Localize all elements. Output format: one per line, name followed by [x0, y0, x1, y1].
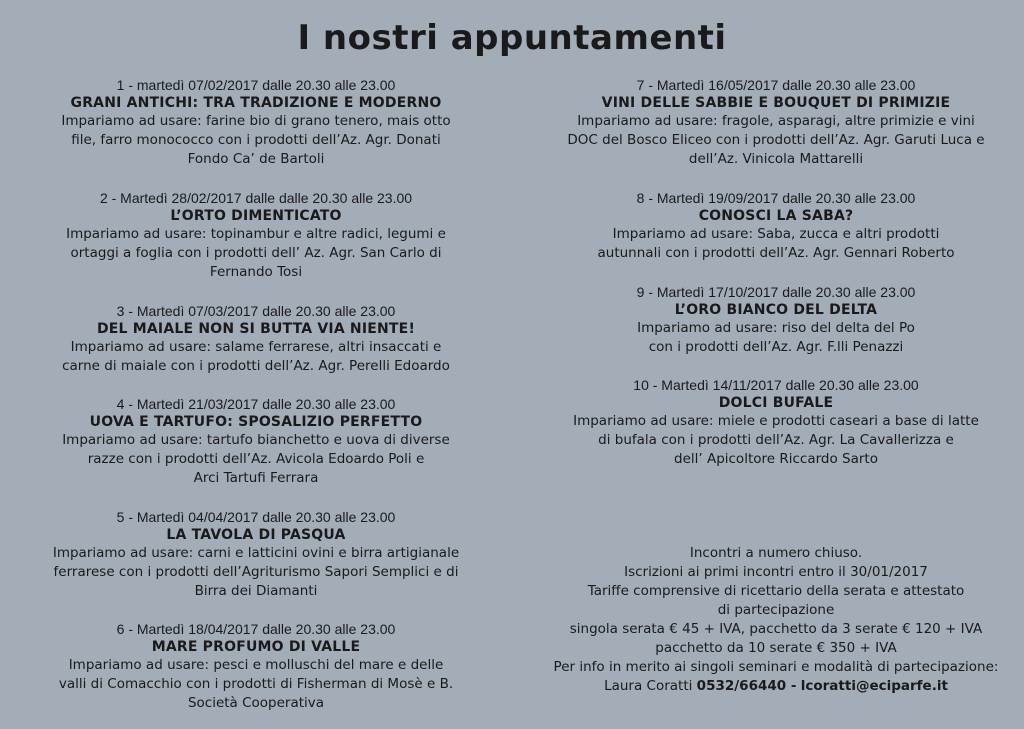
info-line: Per info in merito ai singoli seminari e modalità di partecipazione:	[553, 659, 999, 675]
event-title: L’ORTO DIMENTICATO	[170, 208, 342, 224]
event-date: 9 - Martedì 17/10/2017 dalle 20.30 alle 23.00	[636, 284, 916, 300]
info-line: di partecipazione	[717, 602, 835, 618]
event-1	[6, 76, 506, 169]
event-description	[6, 656, 506, 713]
event-description	[526, 412, 1024, 469]
contact-line	[526, 677, 1024, 696]
description-line: valli di Comacchio con i prodotti di Fisherman di Mosè e B.	[58, 676, 454, 692]
description-line: Impariamo ad usare: Saba, zucca e altri prodotti	[612, 226, 940, 242]
event-description	[526, 319, 1024, 357]
page-title: I nostri appuntamenti	[297, 18, 727, 58]
event-description	[526, 112, 1024, 169]
event-title: LA TAVOLA DI PASQUA	[166, 527, 346, 543]
event-date: 6 - Martedì 18/04/2017 dalle 20.30 alle 23.00	[116, 621, 396, 637]
description-line: dell’ Apicoltore Riccardo Sarto	[674, 451, 878, 467]
description-line: Arci Tartufi Ferrara	[193, 470, 319, 486]
description-line: Impariamo ad usare: miele e prodotti caseari a base di latte	[573, 413, 979, 429]
description-line: Fondo Ca’ de Bartoli	[187, 151, 325, 167]
event-date: 5 - Martedì 04/04/2017 dalle 20.30 alle 23.00	[116, 509, 396, 525]
description-line: Impariamo ad usare: salame ferrarese, altri insaccati e	[70, 339, 442, 355]
description-line: Impariamo ad usare: pesci e molluschi del mare e delle	[68, 657, 444, 673]
description-line: carne di maiale con i prodotti dell’Az. Agr. Perelli Edoardo	[62, 358, 450, 374]
info-line: Tariffe comprensive di ricettario della serata e attestato	[587, 583, 965, 599]
description-line: Impariamo ad usare: carni e latticini ovini e birra artigianale	[52, 545, 460, 561]
description-line: file, farro monococco con i prodotti dell’Az. Agr. Donati	[71, 132, 441, 148]
description-line: con i prodotti dell’Az. Agr. F.lli Penazzi	[648, 339, 904, 355]
event-date: 4 - Martedì 21/03/2017 dalle 20.30 alle 23.00	[116, 396, 396, 412]
event-description	[6, 431, 506, 488]
event-10	[526, 376, 1024, 469]
event-title: DEL MAIALE NON SI BUTTA VIA NIENTE!	[96, 321, 416, 337]
event-date: 2 - Martedì 28/02/2017 dalle dalle 20.30 alle 23.00	[99, 190, 413, 206]
description-line: Fernando Tosi	[209, 264, 303, 280]
info-block	[526, 544, 1024, 696]
description-line: dell’Az. Vinicola Mattarelli	[688, 151, 864, 167]
event-3	[6, 302, 506, 376]
contact-email: lcoratti@eciparfe.it	[800, 678, 948, 694]
description-line: ferrarese con i prodotti dell’Agriturismo Sapori Semplici e di	[53, 564, 459, 580]
description-line: Impariamo ad usare: farine bio di grano tenero, mais otto	[61, 113, 451, 129]
event-date: 8 - Martedì 19/09/2017 dalle 20.30 alle 23.00	[636, 190, 916, 206]
description-line: Società Cooperativa	[187, 695, 325, 711]
event-4	[6, 395, 506, 488]
description-line: Impariamo ad usare: topinambur e altre radici, legumi e	[66, 226, 446, 242]
description-line: Impariamo ad usare: tartufo bianchetto e uova di diverse	[62, 432, 450, 448]
description-line: autunnali con i prodotti dell’Az. Agr. Gennari Roberto	[597, 245, 955, 261]
event-date: 10 - Martedì 14/11/2017 dalle 20.30 alle 23.00	[633, 377, 919, 393]
event-8	[526, 189, 1024, 263]
event-title: VINI DELLE SABBIE E BOUQUET DI PRIMIZIE	[601, 95, 951, 111]
event-description	[6, 544, 506, 601]
event-description	[6, 338, 506, 376]
event-description	[6, 112, 506, 169]
event-9	[526, 283, 1024, 357]
contact-name: Laura Coratti	[604, 678, 693, 694]
event-date: 3 - Martedì 07/03/2017 dalle 20.30 alle 23.00	[116, 303, 396, 319]
event-title: CONOSCI LA SABA?	[698, 208, 854, 224]
description-line: di bufala con i prodotti dell’Az. Agr. La Cavallerizza e	[598, 432, 954, 448]
event-5	[6, 508, 506, 601]
event-6	[6, 620, 506, 713]
info-line: Incontri a numero chiuso.	[689, 545, 863, 561]
event-title: GRANI ANTICHI: TRA TRADIZIONE E MODERNO	[70, 95, 442, 111]
description-line: ortaggi a foglia con i prodotti dell’ Az. Agr. San Carlo di	[70, 245, 442, 261]
event-title: L’ORO BIANCO DEL DELTA	[674, 302, 878, 318]
event-title: DOLCI BUFALE	[718, 395, 834, 411]
event-date: 1 - martedì 07/02/2017 dalle 20.30 alle 23.00	[116, 77, 396, 93]
contact-phone: 0532/66440 -	[696, 678, 797, 694]
event-date: 7 - Martedì 16/05/2017 dalle 20.30 alle 23.00	[636, 77, 916, 93]
event-title: UOVA E TARTUFO: SPOSALIZIO PERFETTO	[89, 414, 423, 430]
info-line: singola serata € 45 + IVA, pacchetto da 3 serate € 120 + IVA	[569, 621, 983, 637]
event-description	[6, 225, 506, 282]
description-line: Impariamo ad usare: fragole, asparagi, altre primizie e vini	[577, 113, 975, 129]
description-line: razze con i prodotti dell’Az. Avicola Edoardo Poli e	[87, 451, 425, 467]
event-7	[526, 76, 1024, 169]
description-line: Birra dei Diamanti	[194, 583, 318, 599]
event-2	[6, 189, 506, 282]
event-title: MARE PROFUMO DI VALLE	[151, 639, 361, 655]
description-line: Impariamo ad usare: riso del delta del Po	[637, 320, 915, 336]
info-line: Iscrizioni ai primi incontri entro il 30/01/2017	[624, 564, 928, 580]
event-description	[526, 225, 1024, 263]
info-line: pacchetto da 10 serate € 350 + IVA	[655, 640, 897, 656]
description-line: DOC del Bosco Eliceo con i prodotti dell’Az. Agr. Garuti Luca e	[567, 132, 985, 148]
